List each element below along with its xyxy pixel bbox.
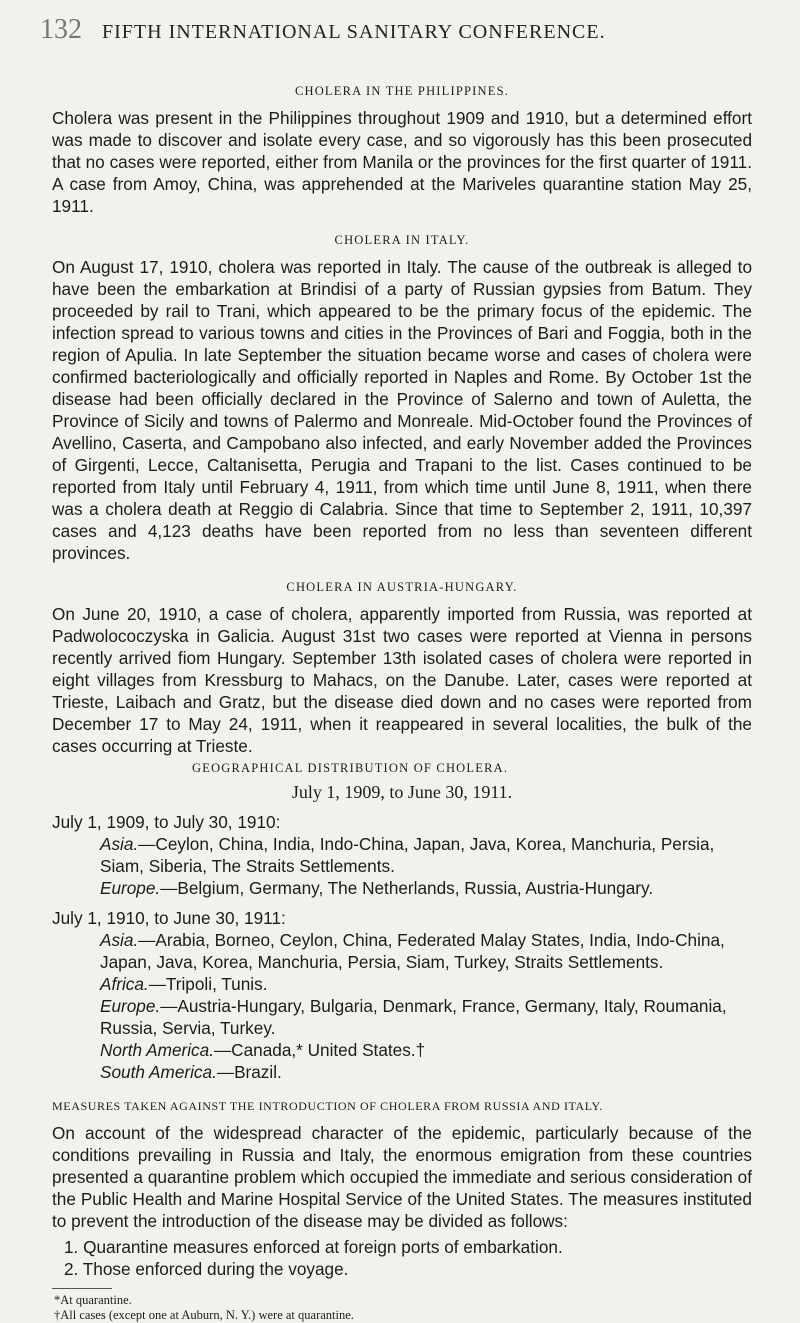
region-entry-asia-1910 [52, 929, 752, 973]
paragraph-philippines: Cholera was present in the Philippines throughout 1909 and 1910, but a determined effort was made to discover and isolate every case, and so vigorously has this been prosecuted that no cases were reported, either from Manila or the provinces for the first quarter of 1911. A case from Amoy, China, was apprehended at the Mariveles quarantine station May 25, 1911. [52, 108, 752, 216]
region-country-list: —Brazil. [216, 1062, 282, 1082]
region-entry-asia-1909 [52, 833, 752, 877]
region-name: Africa. [100, 974, 149, 994]
region-entry-europe-1910 [52, 995, 752, 1039]
paragraph-austria-hungary: On June 20, 1910, a case of cholera, apparently imported from Russia, was reported at Padwolococzyska in Galicia. August 31st two cases were reported at Vienna in persons recently arrived fiom Hungary. September 13th isolated cases of cholera were reported in eight villages from Kressburg to Mahacs, on the Danube. Later, cases were reported at Trieste, Laibach and Gratz, but the disease died down and no cases were reported from December 17 to May 24, 1911, when it reappeared in several localities, the bulk of the cases occurring at Trieste. [52, 604, 752, 756]
region-name: Europe. [100, 878, 161, 898]
region-entry-north-america-1910 [52, 1039, 752, 1061]
section-heading-measures: MEASURES TAKEN AGAINST THE INTRODUCTION OF CHOLERA FROM RUSSIA AND ITALY. [52, 1099, 603, 1113]
paragraph-measures: On account of the widespread character of the epidemic, particularly because of the conditions prevailing in Russia and Italy, the enormous emigration from these countries presented a quarantine problem which occupied the immediate and serious consideration of the Public Health and Marine Hospital Service of the United States. The measures instituted to prevent the introduction of the disease may be divided as follows: [52, 1123, 752, 1231]
footnote-at-quarantine: *At quarantine. [54, 1293, 132, 1307]
running-head [40, 14, 752, 62]
period-label-1910-1911: July 1, 1910, to June 30, 1911: [52, 908, 286, 928]
region-entry-south-america-1910 [52, 1061, 752, 1083]
section-heading-geographical-distribution: GEOGRAPHICAL DISTRIBUTION OF CHOLERA. [192, 761, 509, 775]
list-item: 2. Those enforced during the voyage. [64, 1259, 349, 1279]
page-number: 132 [40, 14, 82, 45]
region-name: Asia. [100, 930, 139, 950]
region-entry-africa-1910 [52, 973, 752, 995]
footnote-divider [52, 1288, 112, 1289]
region-entry-europe-1909 [52, 877, 752, 899]
section-heading-philippines: CHOLERA IN THE PHILIPPINES. [294, 84, 510, 98]
section-heading-austria-hungary: CHOLERA IN AUSTRIA-HUNGARY. [286, 580, 518, 594]
period-label-1909-1910: July 1, 1909, to July 30, 1910: [52, 812, 281, 832]
paragraph-italy: On August 17, 1910, cholera was reported in Italy. The cause of the outbreak is alleged to have been the embarkation at Brindisi of a party of Russian gypsies from Batum. They proceeded by rail to Trani, which appeared to be the primary focus of the epidemic. The infection spread to various towns and cities in the Provinces of Bari and Foggia, both in the region of Apulia. In late September the situation became worse and cases of cholera were confirmed bacteriologically and officially reported in Naples and Rome. By October 1st the disease had been officially declared in the Province of Salerno and town of Auletta, the Province of Sicily and towns of Palermo and Monreale. Mid-October found the Provinces of Avellino, Caserta, and Campobano also infected, and early November added the Provinces of Girgenti, Lecce, Caltanisetta, Perugia and Trapani to the list. Cases continued to be reported from Italy until February 4, 1911, from which time until June 8, 1911, when there was a cholera death at Reggio di Calabria. Since that time to September 2, 1911, 10,397 cases and 4,123 deaths have been reported from no less than seventeen different provinces. [52, 257, 752, 563]
region-name: Asia. [100, 834, 139, 854]
region-country-list: —Belgium, Germany, The Netherlands, Russia, Austria-Hungary. [160, 878, 654, 898]
region-name: Europe. [100, 996, 161, 1016]
list-item: 1. Quarantine measures enforced at foreign ports of embarkation. [64, 1237, 563, 1257]
region-country-list: —Ceylon, China, India, Indo-China, Japan, Java, Korea, Manchuria, Persia, Siam, Siberia, The Straits Settlements. [100, 834, 715, 876]
region-name: South America. [100, 1062, 217, 1082]
region-country-list: —Arabia, Borneo, Ceylon, China, Federated Malay States, India, Indo-China, Japan, Java, Korea, Manchuria, Persia, Siam, Turkey, Straits Settlements. [100, 930, 725, 972]
running-title: FIFTH INTERNATIONAL SANITARY CONFERENCE. [102, 21, 606, 43]
region-country-list: —Canada,* United States.† [213, 1040, 426, 1060]
date-range: July 1, 1909, to June 30, 1911. [291, 782, 513, 802]
measures-list [52, 1236, 752, 1280]
region-country-list: —Austria-Hungary, Bulgaria, Denmark, France, Germany, Italy, Roumania, Russia, Servia, Turkey. [100, 996, 727, 1038]
section-heading-italy: CHOLERA IN ITALY. [334, 233, 470, 247]
region-name: North America. [100, 1040, 214, 1060]
region-country-list: —Tripoli, Tunis. [148, 974, 268, 994]
footnote-all-cases: †All cases (except one at Auburn, N. Y.) were at quarantine. [54, 1308, 354, 1322]
